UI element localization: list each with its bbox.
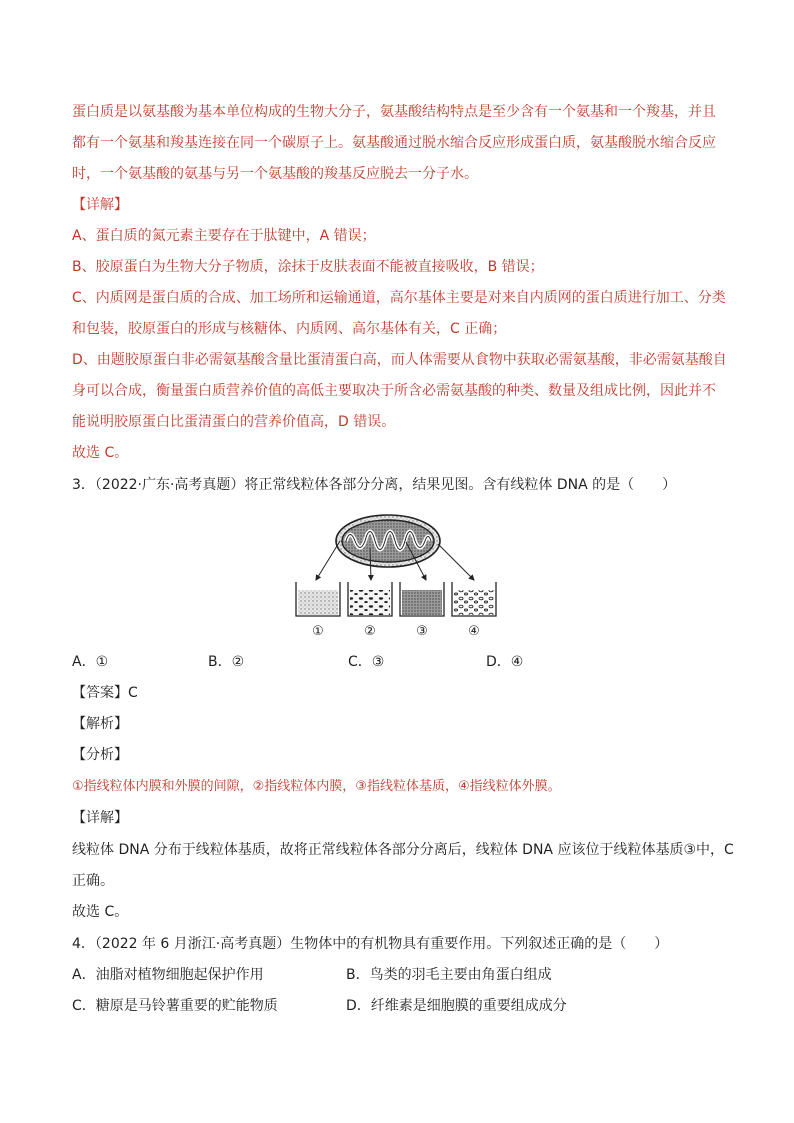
option-c[interactable]: C．糖原是马铃薯重要的贮能物质 [72,998,278,1014]
detail-line-c2: 和包装，胶原蛋白的形成与核糖体、内质网、高尔基体有关，C 正确； [72,321,507,337]
question-4-options-row-2 [72,996,722,1016]
detail-line-d1: D、由题胶原蛋白非必需氨基酸含量比蛋清蛋白高，而人体需要从食物中获取必需氨基酸，非必需氨基酸自 [72,352,727,368]
fenxi-text: ①指线粒体内膜和外膜的间隙，②指线粒体内膜，③指线粒体基质，④指线粒体外膜。 [72,779,561,794]
question-3-options [72,652,722,672]
option-b[interactable]: B．② [208,654,245,670]
detail-label: 【详解】 [72,197,128,213]
option-b[interactable]: B．鸟类的羽毛主要由角蛋白组成 [346,967,552,983]
question-4-options-row-1 [72,965,722,985]
analysis-line-2: 都有一个氨基和羧基连接在同一个碳原子上。氨基酸通过脱水缩合反应形成蛋白质，氨基酸脱水缩合反应 [72,135,716,151]
q3-detail-line-2: 正确。 [72,873,114,889]
beaker-label-2: ② [364,624,376,639]
mitochondria-fractionation-figure [288,508,508,642]
q3-detail-label: 【详解】 [72,810,128,826]
detail-line-b: B、胶原蛋白为生物大分子物质，涂抹于皮肤表面不能被直接吸收，B 错误； [72,259,544,275]
detail-line-a: A、蛋白质的氮元素主要存在于肽键中，A 错误； [72,228,376,244]
beaker-4 [452,582,496,616]
analysis-label: 【解析】 [72,716,128,732]
q3-detail-line-1: 线粒体 DNA 分布于线粒体基质，故将正常线粒体各部分分离后，线粒体 DNA 应该位于线粒体基质③中，C [72,842,734,858]
option-c[interactable]: C．③ [348,654,385,670]
answer: 【答案】C [72,685,138,701]
beaker-2 [348,582,392,616]
beaker-1 [296,582,340,616]
question-4-stem: 4．（2022 年 6 月浙江·高考真题）生物体中的有机物具有重要作用。下列叙述正确的是（ ） [72,936,669,952]
analysis-line-3: 时，一个氨基酸的氨基与另一个氨基酸的羧基反应脱去一分子水。 [72,166,478,182]
beaker-label-3: ③ [416,624,428,639]
mitochondrion-icon [336,515,440,567]
option-a[interactable]: A．① [72,654,109,670]
conclusion: 故选 C。 [72,445,129,461]
beaker-3 [400,582,444,616]
detail-line-c1: C、内质网是蛋白质的合成、加工场所和运输通道，高尔基体主要是对来自内质网的蛋白质进行加工、分类 [72,290,726,306]
beaker-label-1: ① [312,624,324,639]
option-d[interactable]: D．④ [486,654,524,670]
fenxi-label: 【分析】 [72,747,128,763]
question-3-stem: 3．（2022·广东·高考真题）将正常线粒体各部分分离，结果见图。含有线粒体 DNA 的是（ ） [72,477,677,493]
q3-conclusion: 故选 C。 [72,904,129,920]
detail-line-d2: 身可以合成，衡量蛋白质营养价值的高低主要取决于所含必需氨基酸的种类、数量及组成比例，因此并不 [72,383,716,399]
beaker-label-4: ④ [468,624,480,639]
analysis-line-1: 蛋白质是以氨基酸为基本单位构成的生物大分子，氨基酸结构特点是至少含有一个氨基和一个羧基，并且 [72,104,716,120]
detail-line-d3: 能说明胶原蛋白比蛋清蛋白的营养价值高，D 错误。 [72,414,396,430]
option-a[interactable]: A．油脂对植物细胞起保护作用 [72,967,264,983]
option-d[interactable]: D．纤维素是细胞膜的重要组成成分 [346,998,567,1014]
